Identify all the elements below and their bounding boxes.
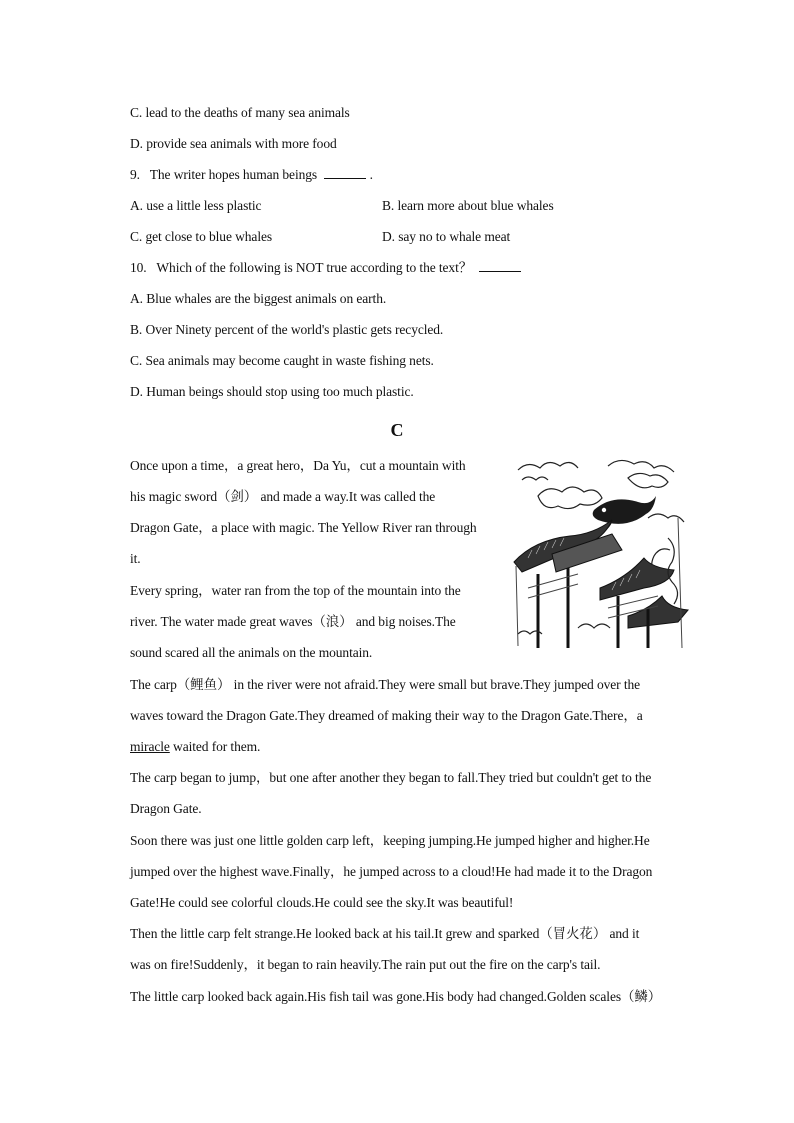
q9-option-c: C. get close to blue whales xyxy=(130,229,273,244)
passage-line: river. The water made great waves（浪） and big noises.The xyxy=(130,614,456,629)
passage-line: Soon there was just one little golden carp left，keeping jumping.He jumped higher and higher.He xyxy=(130,833,650,848)
passage-line: sound scared all the animals on the mountain. xyxy=(130,645,373,660)
underlined-word: miracle xyxy=(130,739,170,754)
q9-answer-blank xyxy=(324,166,366,179)
q10-answer-blank xyxy=(479,259,521,272)
q10-stem-text: 10. Which of the following is NOT true according to the text？ xyxy=(130,260,473,275)
passage-line: it. xyxy=(130,551,141,566)
q9-option-b: B. learn more about blue whales xyxy=(382,198,554,213)
passage-line: Every spring，water ran from the top of the mountain into the xyxy=(130,583,461,598)
passage-line: was on fire!Suddenly，it began to rain heavily.The rain put out the fire on the carp's tail. xyxy=(130,957,601,972)
passage-line: Dragon Gate，a place with magic. The Yellow River ran through xyxy=(130,520,477,535)
q10-option-c: C. Sea animals may become caught in waste fishing nets. xyxy=(130,353,434,368)
passage-line: The carp（鲤鱼） in the river were not afraid.They were small but brave.They jumped over the xyxy=(130,677,641,692)
passage-line: The carp began to jump，but one after another they began to fall.They tried but couldn't get to the xyxy=(130,770,652,785)
passage-line-rest: waited for them. xyxy=(169,739,261,754)
passage-line xyxy=(130,738,260,756)
passage-line: his magic sword（剑） and made a way.It was called the xyxy=(130,489,436,504)
q10-option-d: D. Human beings should stop using too much plastic. xyxy=(130,384,414,399)
q8-option-d: D. provide sea animals with more food xyxy=(130,136,337,151)
section-heading: C xyxy=(390,420,404,440)
q9-option-a: A. use a little less plastic xyxy=(130,198,262,213)
q10-stem xyxy=(130,259,521,277)
q9-options-row1 xyxy=(130,197,261,215)
passage-line: jumped over the highest wave.Finally，he jumped across to a cloud!He had made it to the Dragon xyxy=(130,864,653,879)
passage-line: The little carp looked back again.His fish tail was gone.His body had changed.Golden scales（鳞） xyxy=(130,989,662,1004)
passage-line: Gate!He could see colorful clouds.He could see the sky.It was beautiful! xyxy=(130,895,514,910)
q9-option-d: D. say no to whale meat xyxy=(382,229,511,244)
q10-option-a: A. Blue whales are the biggest animals on earth. xyxy=(130,291,387,306)
dragon-gate-carp-illustration xyxy=(508,458,690,648)
q9-stem-text: 9. The writer hopes human beings xyxy=(130,167,318,182)
q8-option-c: C. lead to the deaths of many sea animals xyxy=(130,105,350,120)
passage-line: Dragon Gate. xyxy=(130,801,202,816)
passage-line: Then the little carp felt strange.He looked back at his tail.It grew and sparked（冒火花） and it xyxy=(130,926,640,941)
q9-stem xyxy=(130,166,373,184)
passage-line: waves toward the Dragon Gate.They dreamed of making their way to the Dragon Gate.There，a xyxy=(130,708,643,723)
passage-line: Once upon a time，a great hero，Da Yu，cut a mountain with xyxy=(130,458,466,473)
q10-option-b: B. Over Ninety percent of the world's plastic gets recycled. xyxy=(130,322,444,337)
q9-stem-end: . xyxy=(369,167,373,182)
